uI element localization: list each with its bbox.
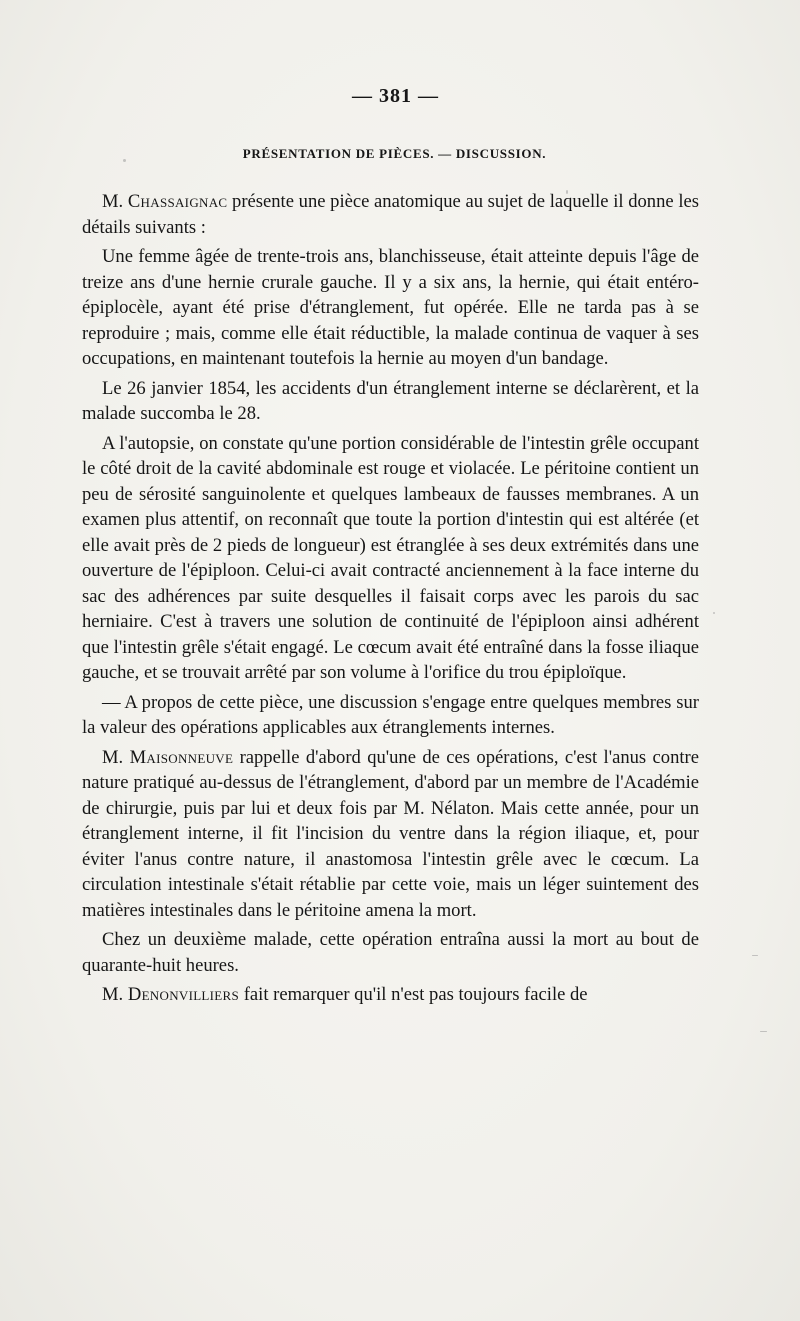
paragraph-second-patient: Chez un deuxième malade, cette opération entraîna aussi la mort au bout de quarante-huit heures.	[82, 929, 699, 976]
paper-speck	[752, 955, 758, 956]
paragraph-denonvilliers	[82, 982, 699, 1008]
speaker-name: Chassaignac	[127, 191, 228, 212]
paragraph-maisonneuve	[82, 745, 699, 924]
running-head: PRÉSENTATION DE PIÈCES. — DISCUSSION.	[242, 145, 547, 161]
paragraph-case-history: Une femme âgée de trente-trois ans, blanchisseuse, était atteinte depuis l'âge de treize ans d'une hernie crurale gauche. Il y a six ans, la hernie, qui était entéro-épiplocèle, ayant été prise d'étranglement, fut opérée. Elle ne tarda pas à se reproduire ; mais, comme elle était réductible, la malade continua de vaquer à ses occupations, en maintenant toutefois la hernie au moyen d'un bandage.	[82, 246, 699, 369]
paragraph-prefix: M.	[102, 191, 128, 212]
paragraph-prefix: M.	[102, 984, 128, 1005]
document-text	[82, 84, 699, 1008]
paragraph-date: Le 26 janvier 1854, les accidents d'un étranglement interne se déclarèrent, et la malade succomba le 28.	[82, 377, 699, 424]
paragraph-text: présente une pièce anatomique au sujet de laquelle il donne les détails suivants :	[82, 191, 699, 238]
paragraph-prefix: M.	[102, 746, 130, 768]
paragraph-chassaignac	[82, 189, 699, 240]
paragraph-text: fait remarquer qu'il n'est pas toujours facile de	[239, 984, 588, 1005]
speaker-name: Maisonneuve	[129, 746, 234, 768]
paper-speck	[713, 612, 715, 614]
paragraph-discussion: — A propos de cette pièce, une discussion s'engage entre quelques membres sur la valeur des opérations applicables aux étranglements internes.	[82, 691, 699, 738]
paper-speck	[760, 1031, 767, 1032]
paragraph-autopsy: A l'autopsie, on constate qu'une portion considérable de l'intestin grêle occupant le côté droit de la cavité abdominale est rouge et violacée. Le péritoine contient un peu de sérosité sanguinolente et quelques lambeaux de fausses membranes. A un examen plus attentif, on reconnaît que toute la portion d'intestin qui est altérée (et elle avait près de 2 pieds de longueur) est étranglée à ses deux extrémités dans une ouverture de l'épiploon. Celui-ci avait contracté anciennement à la face interne du sac des adhérences par suite desquelles il faisait corps avec les parois du sac herniaire. C'est à travers une solution de continuité de l'épiploon ainsi adhérent que l'intestin grêle s'était engagé. Le cœcum avait été entraîné dans la fosse iliaque gauche, et se trouvait arrêté par son volume à l'orifice du trou épiploïque.	[82, 432, 699, 683]
page-number: — 381 —	[352, 85, 439, 107]
speaker-name: Denonvilliers	[127, 984, 240, 1005]
paragraph-text: rappelle d'abord qu'une de ces opérations, c'est l'anus contre nature pratiqué au-dessus de l'étranglement, d'abord par un membre de l'Académie de chirurgie, puis par lui et deux fois par M. Nélaton. Mais cette année, pour un étranglement interne, il fit l'incision du ventre dans la région iliaque, et, pour éviter l'anus contre nature, il anastomosa l'intestin grêle avec le cœcum. La circulation intestinale s'était rétablie par cette voie, mais un léger suintement des matières intestinales dans le péritoine amena la mort.	[82, 746, 699, 921]
